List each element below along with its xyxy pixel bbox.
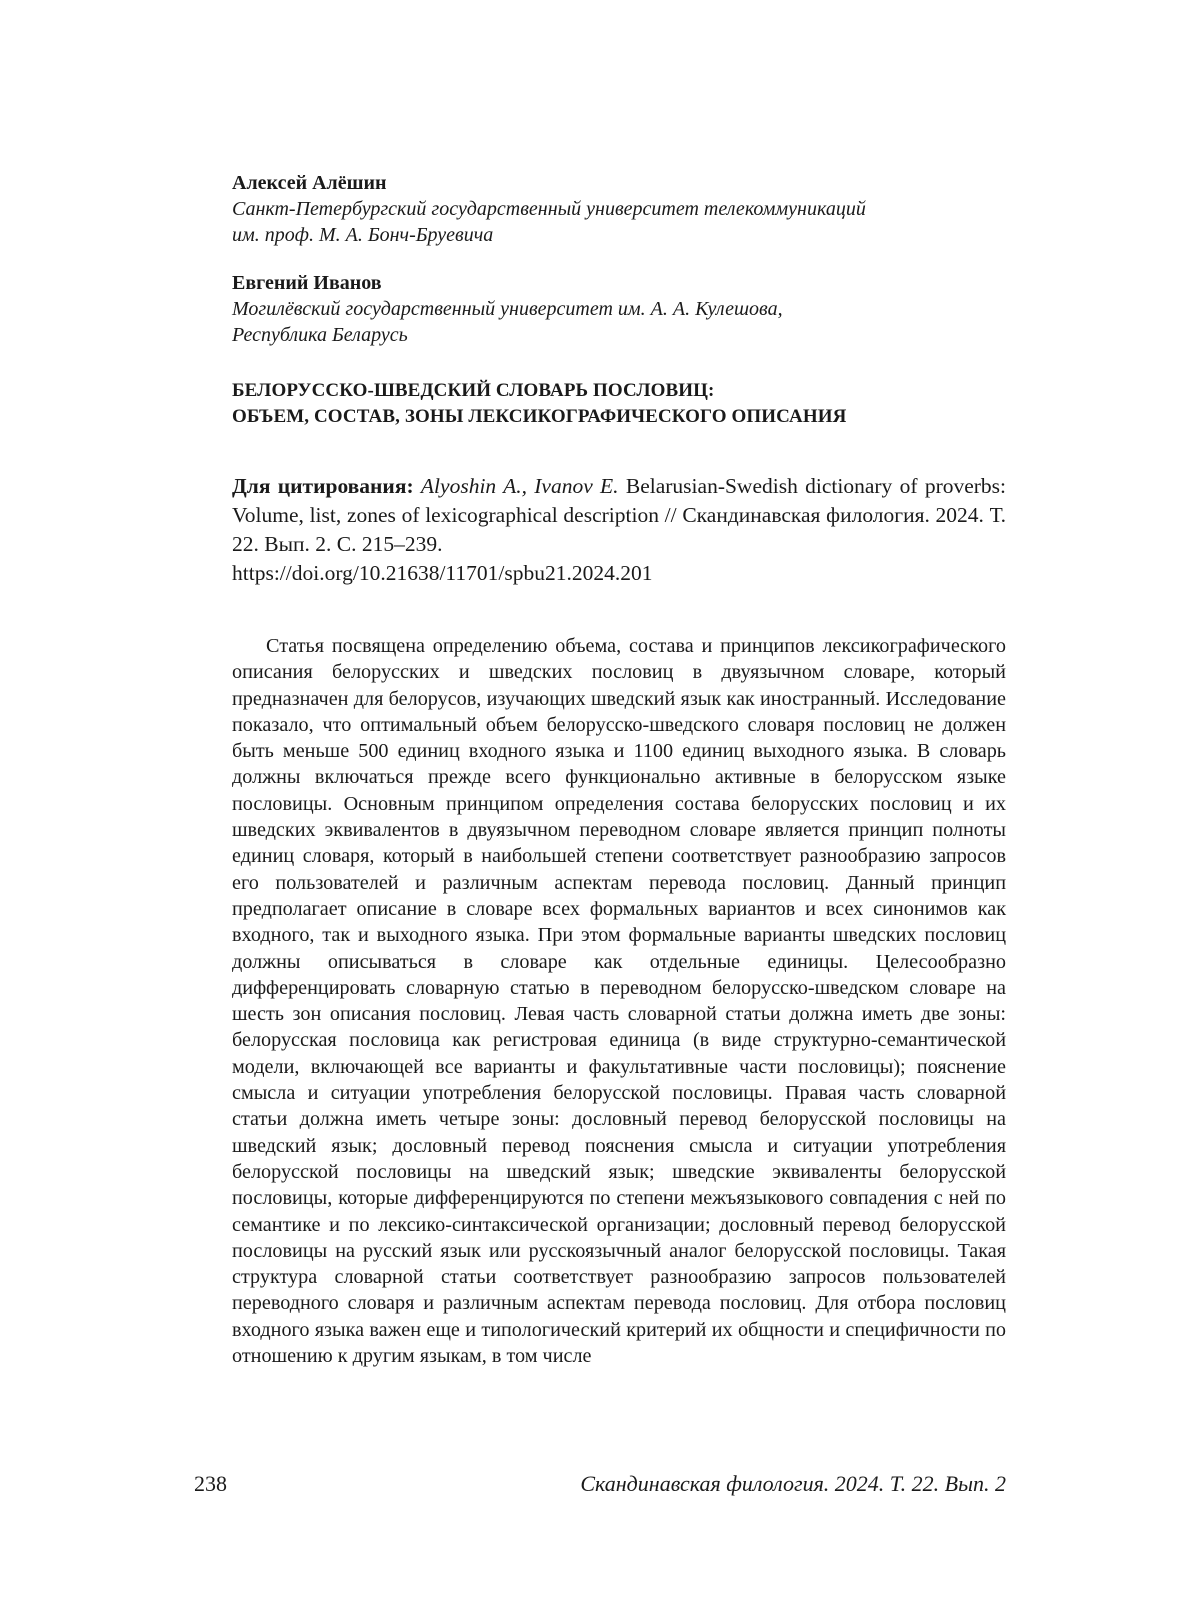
- author-affiliation-line: Могилёвский государственный университет им. А. А. Кулешова,: [232, 298, 783, 320]
- article-title: [232, 378, 1006, 430]
- author-block-1: [232, 170, 1006, 248]
- article-title-line: ОБЪЕМ, СОСТАВ, ЗОНЫ ЛЕКСИКОГРАФИЧЕСКОГО ОПИСАНИЯ: [232, 406, 847, 427]
- article-title-line: БЕЛОРУССКО-ШВЕДСКИЙ СЛОВАРЬ ПОСЛОВИЦ:: [232, 380, 715, 401]
- abstract-paragraph: Статья посвящена определению объема, состава и принципов лексикографического описания белорусских и шведских пословиц в двуязычном словаре, который предназначен для белорусов, изучающих шведский язык как иностранный. Исследование показало, что оптимальный объем белорусско-шведского словаря пословиц не должен быть меньше 500 единиц входного языка и 1100 единиц выходного языка. В словарь должны включаться прежде всего функционально активные в белорусском языке пословицы. Основным принципом определения состава белорусских пословиц и их шведских эквивалентов в двуязычном переводном словаре является принцип полноты единиц словаря, который в наибольшей степени соответствует разнообразию запросов его пользователей и различным аспектам перевода пословиц. Данный принцип предполагает описание в словаре всех формальных вариантов и всех синонимов как входного, так и выходного языка. При этом формальные варианты шведских пословиц должны описываться в словаре как отдельные единицы. Целесообразно дифференцировать словарную статью в переводном белорусско-шведском словаре на шесть зон описания пословиц. Левая часть словарной статьи должна иметь две зоны: белорусская пословица как регистровая единица (в виде структурно-семантической модели, включающей все варианты и факультативные части пословицы); пояснение смысла и ситуации употребления белорусской пословицы. Правая часть словарной статьи должна иметь четыре зоны: дословный перевод белорусской пословицы на шведский язык; дословный перевод пояснения смысла и ситуации употребления белорусской пословицы на шведский язык; шведские эквиваленты белорусской пословицы, которые дифференцируются по степени межъязыкового совпадения с ней по семантике и по лексико-синтаксической организации; дословный перевод белорусской пословицы на русский язык или русскоязычный аналог белорусской пословицы. Такая структура словарной статьи соответствует разнообразию запросов пользователей переводного словаря и различным аспектам перевода пословиц. Для отбора пословиц входного языка важен еще и типологический критерий их общности и специфичности по отношению к другим языкам, в том числе: [232, 635, 1006, 1368]
- author-affiliation-line: Санкт-Петербургский государственный университет телекоммуникаций: [232, 198, 866, 220]
- author-name: Алексей Алёшин: [232, 172, 387, 194]
- running-title: Скандинавская филология. 2024. Т. 22. Вып. 2: [580, 1471, 1006, 1496]
- page-number: 238: [194, 1471, 227, 1496]
- article-front-matter: [232, 170, 1006, 1390]
- citation-authors: Alyoshin A., Ivanov E.: [420, 474, 619, 498]
- author-affiliation-line: Республика Беларусь: [232, 324, 408, 346]
- author-affiliation-line: им. проф. М. А. Бонч-Бруевича: [232, 224, 494, 246]
- citation-label: Для цитирования:: [232, 474, 414, 498]
- author-name: Евгений Иванов: [232, 272, 382, 294]
- citation-text: Belarusian-Swedish dictionary of proverbs: Volume, list, zones of lexicographical description // Скандинавская филология. 2024. Т. 22. Вып. 2. С. 215–239.: [232, 474, 1007, 556]
- author-block-2: [232, 270, 1006, 348]
- citation-block: [232, 472, 1006, 588]
- citation-doi-link[interactable]: https://doi.org/10.21638/11701/spbu21.2024.201: [232, 561, 653, 585]
